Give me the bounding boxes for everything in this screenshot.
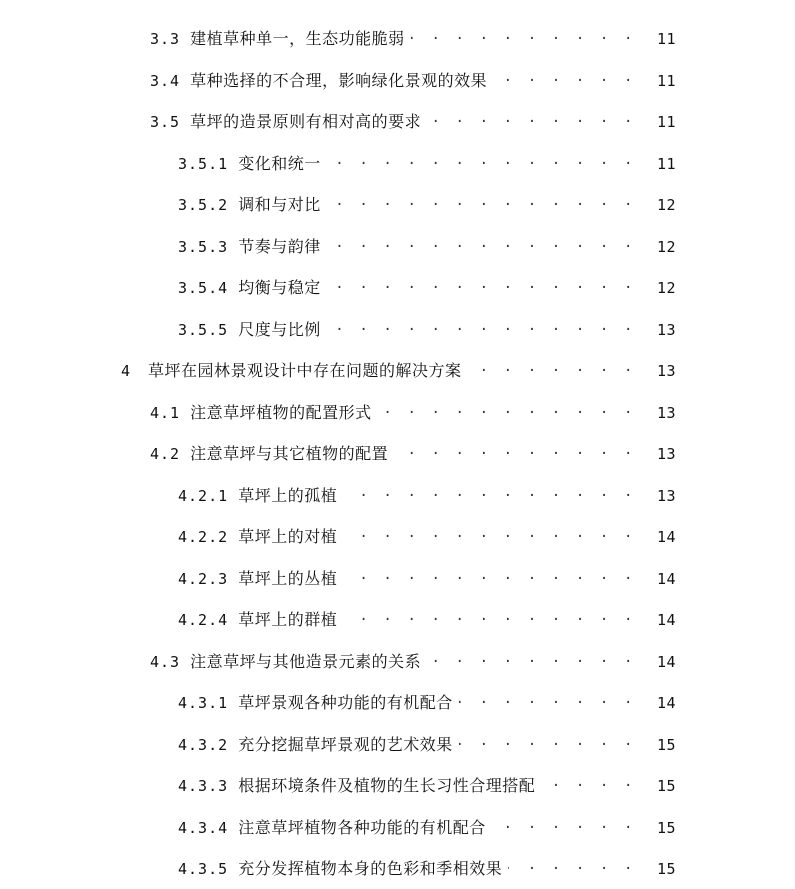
section-title: 变化和统一: [238, 153, 321, 173]
dot-leader: [327, 236, 636, 252]
dot-leader: [493, 70, 636, 86]
toc-entry[interactable]: [0, 432, 795, 474]
toc-entry[interactable]: [0, 266, 795, 308]
section-number: 4.1: [150, 403, 191, 422]
section-number: 4.2.1: [178, 486, 239, 505]
section-title: 尺度与比例: [238, 319, 321, 339]
section-title: 草坪在园林景观设计中存在问题的解决方案: [148, 361, 462, 381]
section-title: 草坪上的孤植: [238, 485, 338, 505]
section-title: 草坪上的对植: [238, 527, 338, 547]
section-title: 充分发挥植物本身的色彩和季相效果: [238, 859, 503, 879]
page-number: 14: [656, 694, 676, 713]
toc-entry-line: [178, 236, 795, 255]
toc-entry[interactable]: [0, 723, 795, 765]
toc-entry[interactable]: [0, 17, 795, 59]
toc-entry[interactable]: [0, 640, 795, 682]
section-number: 3.5.3: [178, 237, 239, 256]
dot-leader: [343, 609, 636, 625]
section-number: 3.4: [150, 71, 191, 90]
table-of-contents: [0, 17, 795, 889]
dot-leader: [394, 443, 636, 459]
page-number: 15: [656, 860, 676, 879]
toc-entry-line: [150, 28, 795, 47]
toc-entry[interactable]: [0, 391, 795, 433]
toc-entry[interactable]: [0, 515, 795, 557]
section-title: 调和与对比: [238, 195, 321, 215]
section-number: 4.2.4: [178, 611, 239, 630]
page-number: 14: [656, 611, 676, 630]
section-number: 4.3.4: [178, 818, 239, 837]
section-number: 3.3: [150, 30, 191, 49]
section-title: 草坪景观各种功能的有机配合: [238, 693, 453, 713]
section-title: 草坪上的丛植: [238, 568, 338, 588]
toc-entry-line: [178, 568, 795, 587]
toc-entry-line: [150, 111, 795, 130]
page-number: 11: [656, 113, 676, 132]
toc-entry[interactable]: [0, 142, 795, 184]
section-number: 3.5.1: [178, 154, 239, 173]
toc-entry-line: [178, 194, 795, 213]
toc-entry-line: [178, 817, 795, 836]
section-number: 3.5.2: [178, 196, 239, 215]
section-title: 充分挖掘草坪景观的艺术效果: [238, 734, 453, 754]
dot-leader: [343, 485, 636, 501]
toc-entry-line: [178, 153, 795, 172]
page-number: 12: [656, 196, 676, 215]
section-number: 4.2: [150, 445, 191, 464]
section-number: 4.3.3: [178, 777, 239, 796]
section-number: 4.3.2: [178, 735, 239, 754]
section-title: 草坪的造景原则有相对高的要求: [190, 112, 422, 132]
dot-leader: [468, 360, 636, 376]
toc-entry[interactable]: [0, 474, 795, 516]
toc-entry[interactable]: [0, 764, 795, 806]
section-title: 注意草坪植物的配置形式: [190, 402, 372, 422]
toc-entry-line: [150, 70, 795, 89]
dot-leader: [459, 734, 636, 750]
page-number: 14: [656, 569, 676, 588]
toc-entry-line: [178, 609, 795, 628]
section-number: 3.5.4: [178, 279, 239, 298]
toc-entry-line: [121, 360, 795, 379]
section-number: 3.5.5: [178, 320, 239, 339]
page-number: 13: [656, 362, 676, 381]
page-number: 12: [656, 279, 676, 298]
dot-leader: [343, 568, 636, 584]
section-title: 草坪上的群植: [238, 610, 338, 630]
toc-entry[interactable]: [0, 598, 795, 640]
toc-entry-line: [178, 858, 795, 877]
section-title: 注意草坪与其它植物的配置: [190, 444, 389, 464]
dot-leader: [541, 775, 636, 791]
page-number: 15: [656, 818, 676, 837]
dot-leader: [427, 651, 636, 667]
page-number: 13: [656, 320, 676, 339]
section-title: 建植草种单一，生态功能脆弱: [190, 29, 405, 49]
toc-entry[interactable]: [0, 557, 795, 599]
toc-entry-line: [150, 651, 795, 670]
toc-entry[interactable]: [0, 806, 795, 848]
toc-entry[interactable]: [0, 308, 795, 350]
dot-leader: [459, 692, 636, 708]
dot-leader: [327, 277, 636, 293]
toc-entry-line: [178, 485, 795, 504]
toc-entry-line: [178, 277, 795, 296]
section-title: 节奏与韵律: [238, 236, 321, 256]
dot-leader: [492, 817, 636, 833]
page-number: 14: [656, 652, 676, 671]
section-number: 3.5: [150, 113, 191, 132]
toc-entry-line: [150, 402, 795, 421]
section-title: 注意草坪与其他造景元素的关系: [190, 651, 422, 671]
toc-entry-line: [178, 526, 795, 545]
toc-entry[interactable]: [0, 183, 795, 225]
section-number: 4.3: [150, 652, 191, 671]
dot-leader: [343, 526, 636, 542]
toc-entry[interactable]: [0, 59, 795, 101]
toc-entry-line: [178, 319, 795, 338]
toc-entry-line: [178, 692, 795, 711]
page-number: 15: [656, 735, 676, 754]
page-number: 11: [656, 71, 676, 90]
page-number: 13: [656, 486, 676, 505]
page-number: 13: [656, 445, 676, 464]
toc-entry[interactable]: [0, 349, 795, 391]
section-number: 4.3.5: [178, 860, 239, 879]
section-title: 根据环境条件及植物的生长习性合理搭配: [238, 776, 536, 796]
toc-entry-line: [178, 734, 795, 753]
toc-entry[interactable]: [0, 225, 795, 267]
dot-leader: [508, 858, 636, 874]
toc-entry[interactable]: [0, 847, 795, 889]
toc-entry-line: [178, 775, 795, 794]
section-number: 4.2.2: [178, 528, 239, 547]
dot-leader: [427, 111, 636, 127]
dot-leader: [327, 194, 636, 210]
page-number: 15: [656, 777, 676, 796]
section-number: 4: [121, 362, 132, 381]
page-number: 11: [656, 30, 676, 49]
dot-leader: [378, 402, 636, 418]
dot-leader: [327, 319, 636, 335]
section-number: 4.2.3: [178, 569, 239, 588]
page-number: 13: [656, 403, 676, 422]
page-number: 12: [656, 237, 676, 256]
section-title: 均衡与稳定: [238, 278, 321, 298]
toc-entry-line: [150, 443, 795, 462]
section-title: 草种选择的不合理，影响绿化景观的效果: [190, 70, 488, 90]
dot-leader: [327, 153, 636, 169]
section-number: 4.3.1: [178, 694, 239, 713]
page-number: 11: [656, 154, 676, 173]
dot-leader: [411, 28, 636, 44]
page-number: 14: [656, 528, 676, 547]
section-title: 注意草坪植物各种功能的有机配合: [238, 817, 486, 837]
toc-entry[interactable]: [0, 681, 795, 723]
toc-entry[interactable]: [0, 100, 795, 142]
